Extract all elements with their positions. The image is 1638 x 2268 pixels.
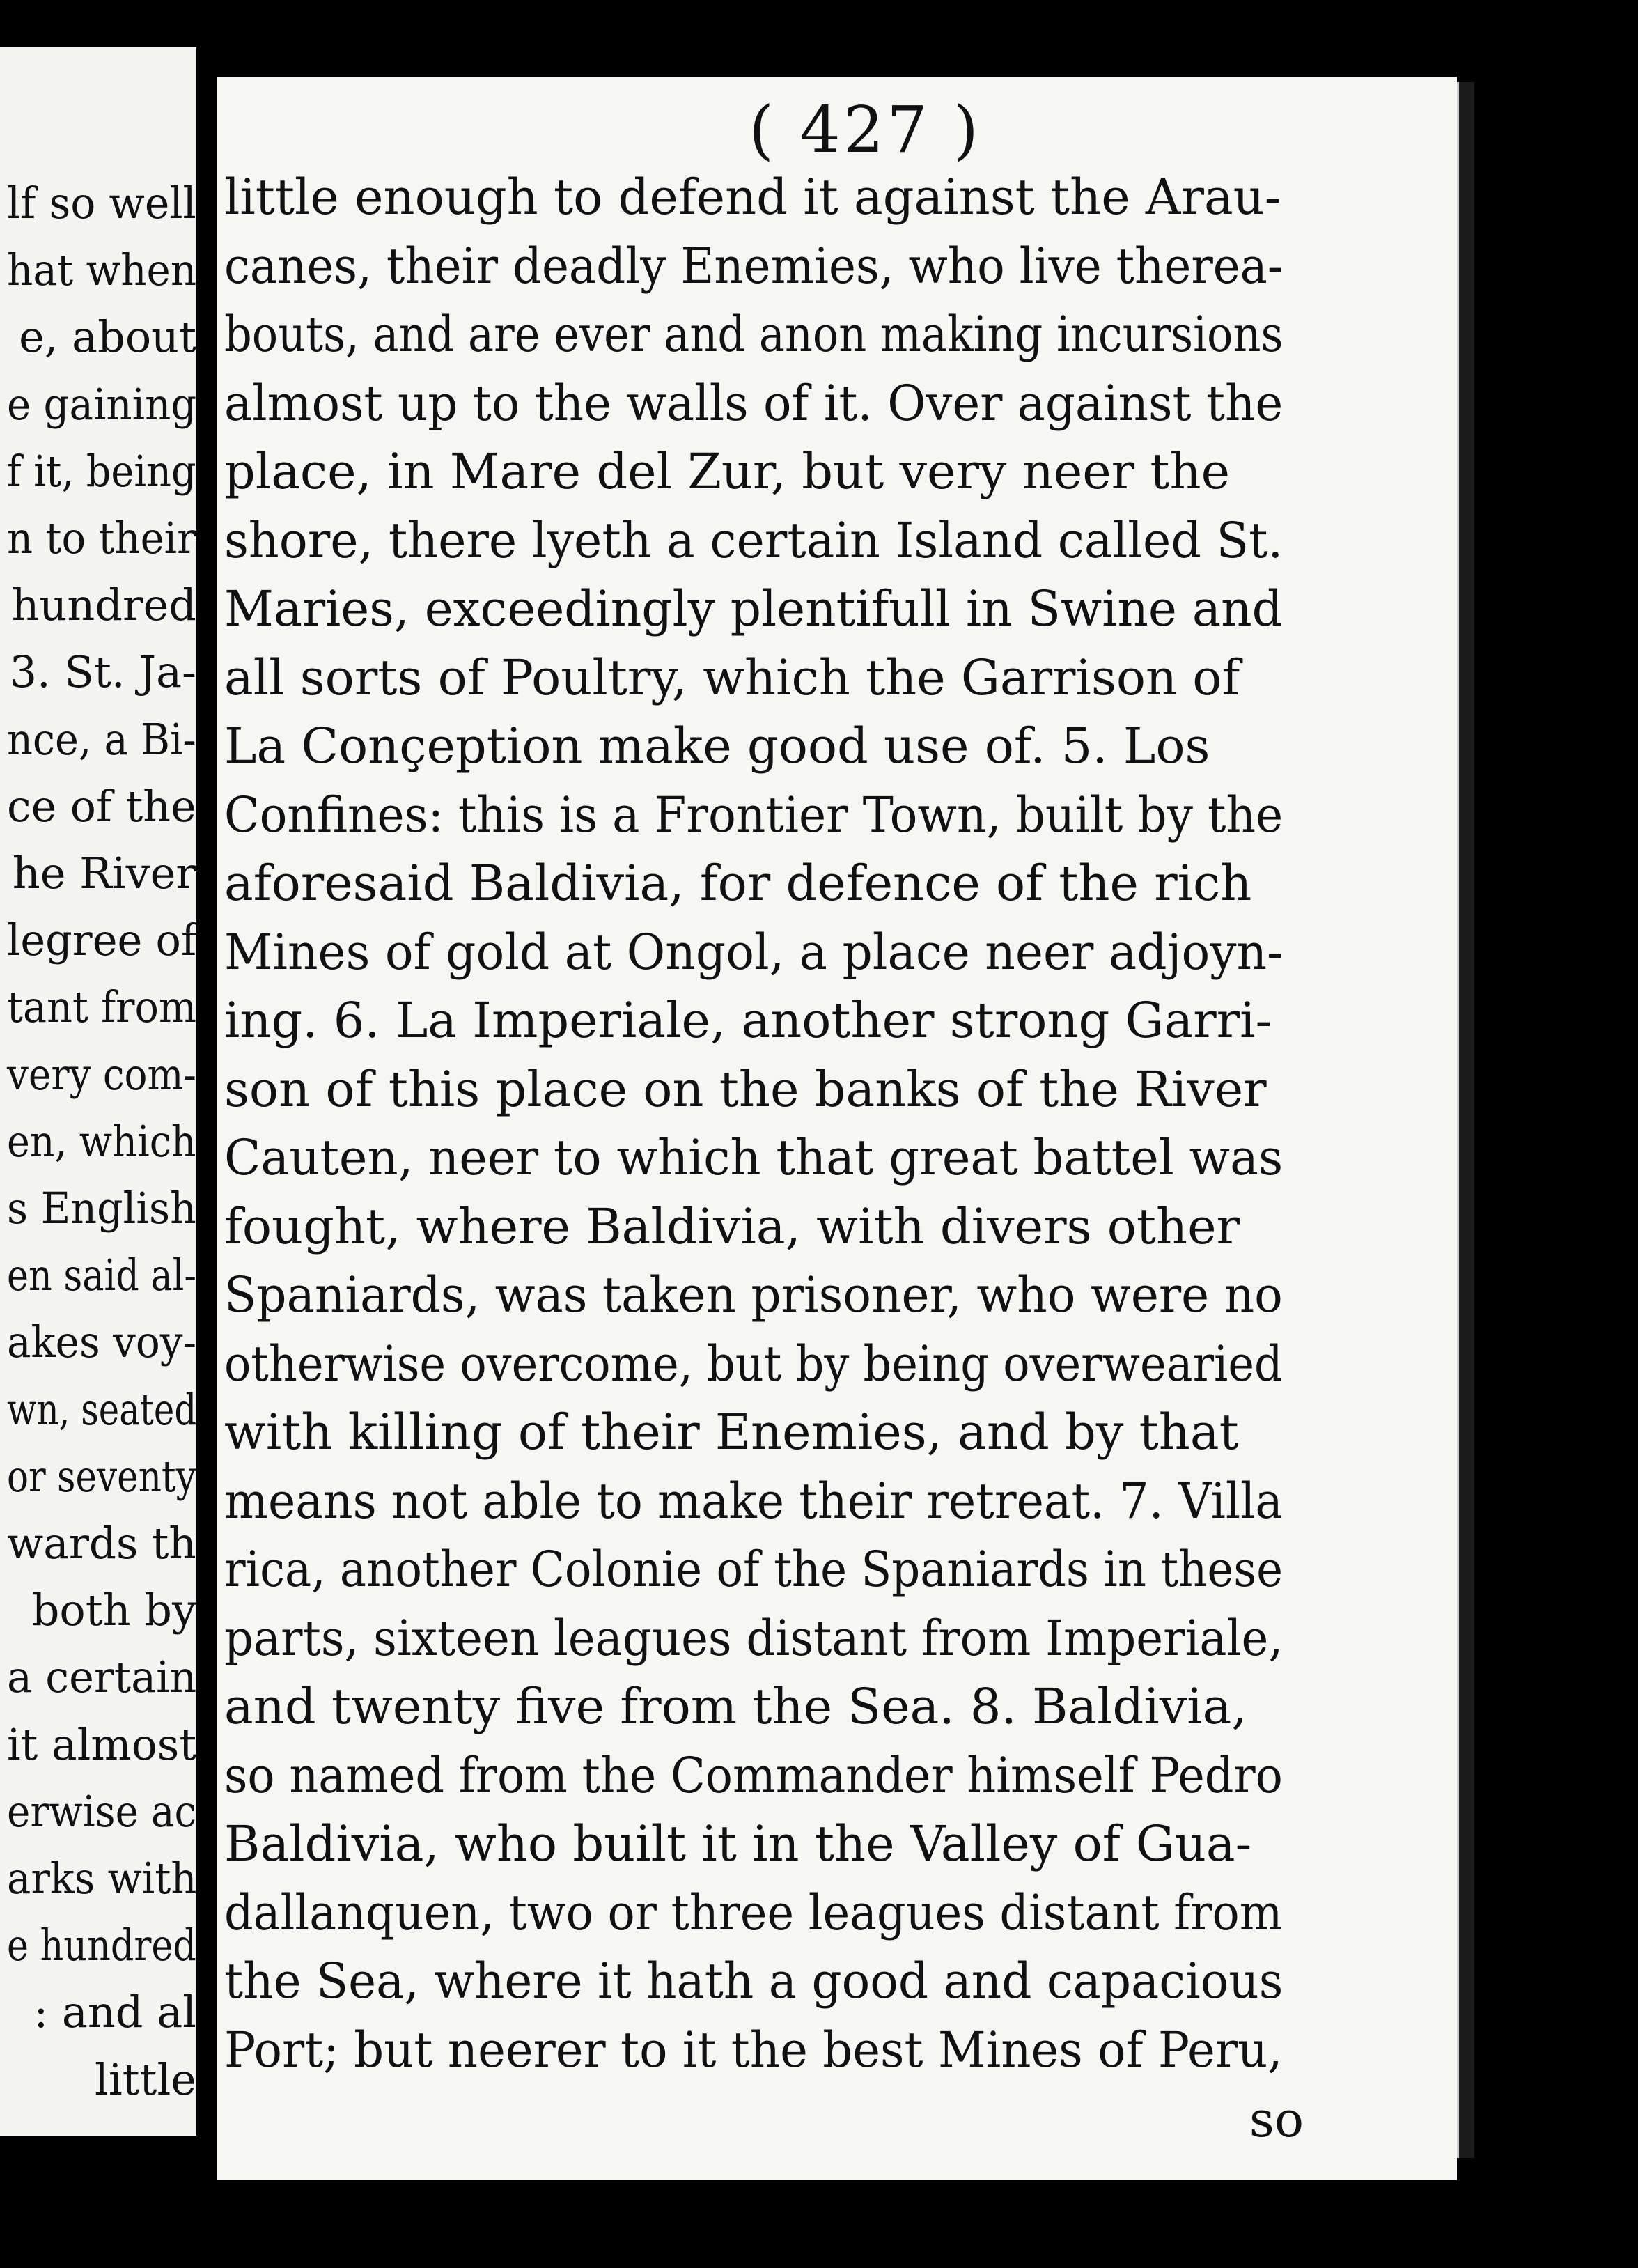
left-page-line: en, which bbox=[7, 1115, 196, 1167]
left-page-line: arks with bbox=[6, 1853, 196, 1904]
body-text-line: all sorts of Poultry, which the Garrison of bbox=[224, 648, 1240, 706]
left-page-line: e hundred bbox=[7, 1920, 196, 1971]
body-text-line: with killing of their Enemies, and by that bbox=[224, 1404, 1239, 1461]
body-text-line: place, in Mare del Zur, but very neer the bbox=[224, 443, 1230, 500]
left-page-line: little bbox=[94, 2053, 196, 2105]
left-page-line: hat when bbox=[6, 244, 196, 296]
body-text-line: Baldivia, who built it in the Valley of Gua- bbox=[224, 1815, 1252, 1872]
left-page-line: akes voy- bbox=[6, 1316, 196, 1368]
body-text-line: Maries, exceedingly plentifull in Swine and bbox=[224, 580, 1283, 637]
body-text-line: Cauten, neer to which that great battel was bbox=[224, 1129, 1284, 1186]
body-text-line: so named from the Commander himself Pedro bbox=[224, 1746, 1283, 1804]
left-page-line: n to their bbox=[7, 513, 196, 564]
left-page-line: en said al- bbox=[6, 1250, 196, 1301]
right-page bbox=[217, 77, 1457, 2180]
body-text-line: Mines of gold at Ongol, a place neer adjoyn- bbox=[224, 923, 1283, 981]
page-number: ( 427 ) bbox=[749, 93, 981, 167]
left-page-line: or seventy bbox=[7, 1450, 196, 1502]
body-text-line: shore, there lyeth a certain Island called St. bbox=[224, 511, 1284, 569]
left-page-line: lf so well bbox=[7, 178, 196, 228]
body-text-line: little enough to defend it against the Arau- bbox=[224, 169, 1281, 226]
left-page-line: s English bbox=[7, 1183, 196, 1234]
left-page-line: e, about bbox=[19, 311, 196, 363]
body-text-line: son of this place on the banks of the River bbox=[224, 1060, 1267, 1118]
page-edge bbox=[1457, 82, 1474, 2158]
book-gutter bbox=[196, 47, 217, 2137]
left-page-line: 3. St. Ja- bbox=[9, 646, 196, 698]
body-text-line: Port; but neerer to it the best Mines of Peru, bbox=[224, 2021, 1283, 2079]
left-page-line: ce of the bbox=[7, 780, 196, 832]
catchword: so bbox=[1249, 2090, 1304, 2148]
left-page-line: wards th bbox=[7, 1518, 196, 1569]
left-page-line: erwise ac bbox=[6, 1785, 196, 1837]
body-text-line: canes, their deadly Enemies, who live therea- bbox=[224, 237, 1284, 295]
body-text-line: parts, sixteen leagues distant from Imperiale, bbox=[224, 1609, 1284, 1667]
body-text-line: and twenty five from the Sea. 8. Baldivia, bbox=[224, 1678, 1247, 1735]
body-text-line: means not able to make their retreat. 7. Villa bbox=[224, 1472, 1284, 1530]
left-page-line: both by bbox=[31, 1585, 196, 1636]
left-page-line: tant from bbox=[6, 981, 196, 1033]
left-page-fragment bbox=[0, 47, 196, 2136]
body-text-line: otherwise overcome, but by being overwearied bbox=[224, 1335, 1283, 1392]
left-page-line: wn, seated bbox=[6, 1383, 196, 1435]
body-text-line: La Conçeption make good use of. 5. Los bbox=[224, 717, 1210, 775]
body-text-line: dallanquen, two or three leagues distant from bbox=[224, 1883, 1283, 1941]
left-page-line: very com- bbox=[7, 1048, 196, 1100]
body-text-line: fought, where Baldivia, with divers other bbox=[224, 1197, 1240, 1255]
body-text-line: almost up to the walls of it. Over against the bbox=[224, 374, 1284, 432]
body-text-line: Spaniards, was taken prisoner, who were no bbox=[224, 1266, 1283, 1323]
left-page-line: nce, a Bi- bbox=[7, 713, 196, 765]
body-text-line: the Sea, where it hath a good and capacious bbox=[224, 1952, 1284, 2010]
left-page-line: it almost bbox=[6, 1718, 196, 1770]
left-page-line: f it, being bbox=[7, 445, 196, 497]
left-page-line: a certain bbox=[6, 1652, 196, 1703]
left-page-line: : and al bbox=[33, 1987, 196, 2038]
body-text-line: Confines: this is a Frontier Town, built by the bbox=[224, 786, 1284, 844]
body-text-line: bouts, and are ever and anon making incursions bbox=[224, 306, 1284, 363]
body-text-line: ing. 6. La Imperiale, another strong Garri- bbox=[224, 992, 1272, 1049]
body-text-line: rica, another Colonie of the Spaniards in these bbox=[224, 1541, 1284, 1598]
left-page-line: legree of bbox=[6, 915, 196, 966]
left-page-line: e gaining bbox=[6, 378, 196, 430]
left-page-line: hundred bbox=[11, 580, 196, 631]
left-page-line: he River bbox=[12, 848, 196, 899]
body-text-line: aforesaid Baldivia, for defence of the rich bbox=[224, 855, 1252, 912]
